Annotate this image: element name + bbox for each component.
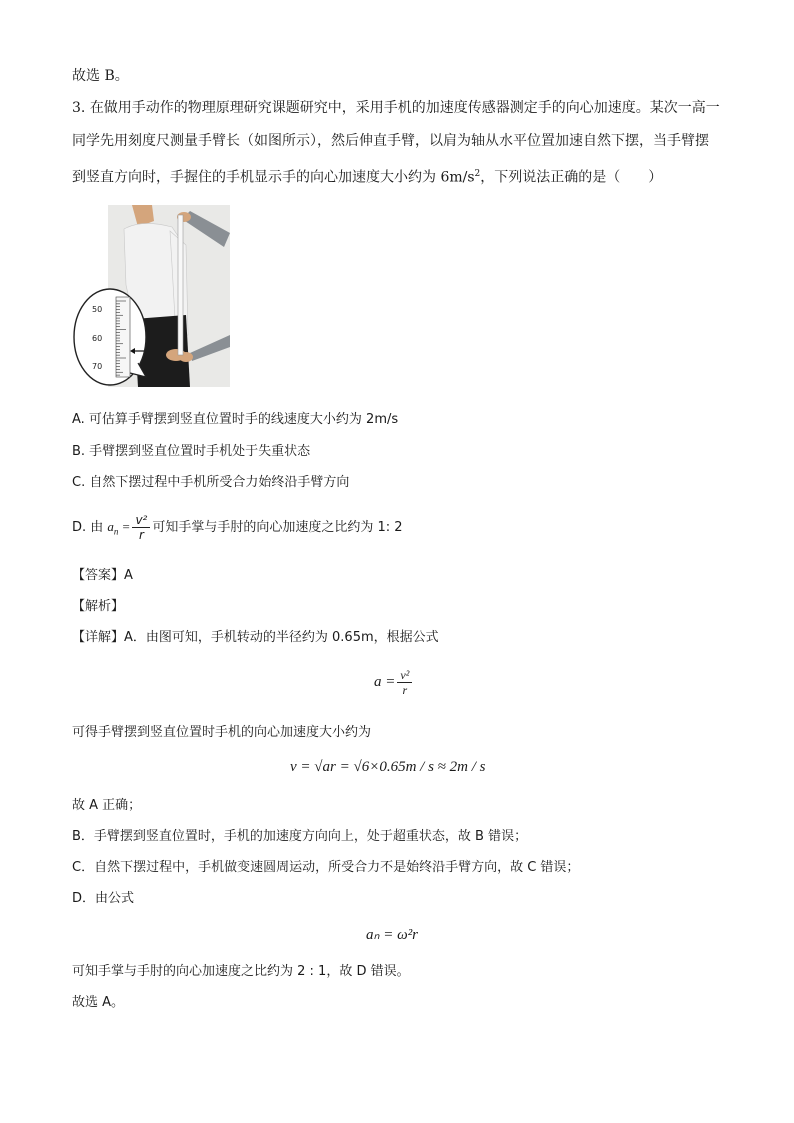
question-line-2: 同学先用刻度尺测量手臂长（如图所示），然后伸直手臂，以肩为轴从水平位置加速自然下摆，当手臂摆 (72, 133, 709, 149)
detail-a-conclusion: 故 A 正确； (72, 798, 142, 813)
formula-omega: aₙ = ω²r (366, 927, 419, 943)
previous-conclusion: 故选 B。 (72, 68, 129, 84)
option-b: B. 手臂摆到竖直位置时手机处于失重状态 (72, 444, 311, 459)
option-c: C. 自然下摆过程中手机所受合力始终沿手臂方向 (72, 475, 350, 490)
question-text-1: 在做用手动作的物理原理研究课题研究中，采用手机的加速度传感器测定手的向心加速度。某次一高一 (89, 100, 720, 116)
detail-d-line: D．由公式 (72, 891, 135, 906)
detail-a-line-2: 可得手臂摆到竖直位置时手机的向心加速度大小约为 (72, 725, 372, 740)
option-a: A. 可估算手臂摆到竖直位置时手的线速度大小约为 2m/s (72, 412, 399, 427)
tick-label-70: 70 (92, 362, 103, 371)
magnified-ruler (116, 297, 130, 377)
exponent: 2 (474, 169, 481, 179)
answer-label: 【答案】A (72, 568, 133, 583)
detail-b-line: B．手臂摆到竖直位置时，手机的加速度方向向上，处于超重状态，故 B 错误； (72, 829, 528, 844)
tick-label-60: 60 (92, 334, 103, 343)
option-d-prefix: D. 由 (72, 520, 108, 535)
arm-measurement-illustration (72, 205, 232, 387)
question-text-3-end: ，下列说法正确的是（ ） (480, 169, 663, 186)
detail-a-line: 【详解】A．由图可知，手机转动的半径约为 0.65m，根据公式 (72, 630, 439, 645)
option-d (72, 512, 403, 547)
detail-c-line: C．自然下摆过程中，手机做变速圆周运动，所受合力不是始终沿手臂方向，故 C 错误； (72, 860, 580, 875)
final-answer: 故选 A。 (72, 995, 125, 1010)
question-text-3: 到竖直方向时，手握住的手机显示手的向心加速度大小约为 6m/s (72, 169, 475, 186)
question-number: 3. (72, 100, 86, 116)
arm-measurement-figure (72, 205, 232, 387)
formula-centripetal: a = $\frac{\text{v²}}{r}$ (374, 668, 414, 697)
formula-velocity: v = √ar = √6×0.65m / s ≈ 2m / s (290, 759, 486, 775)
option-d-fraction: $\frac{\text{v²}}{r}$ (132, 513, 150, 542)
tick-label-50: 50 (92, 305, 103, 314)
analysis-label: 【解析】 (72, 599, 125, 614)
option-d-text: 可知手掌与手肘的向心加速度之比约为 1: 2 (152, 520, 403, 535)
detail-d-conclusion: 可知手掌与手肘的向心加速度之比约为 2 : 1，故 D 错误。 (72, 964, 410, 979)
question-line-3 (72, 164, 662, 188)
ruler-tape (178, 215, 183, 355)
question-line-1 (72, 98, 720, 118)
option-d-formula-lhs: $a_n$ = (107, 519, 131, 537)
